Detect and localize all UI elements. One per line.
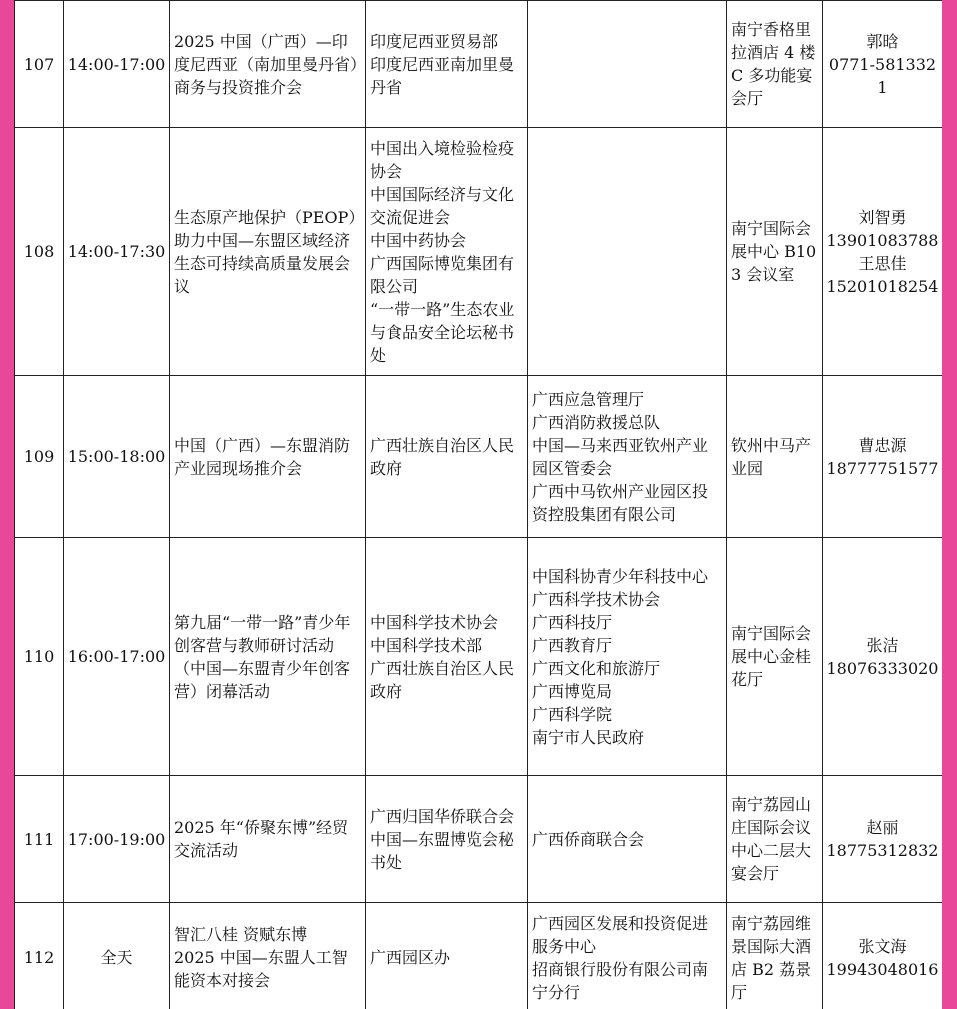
organizers-line: 中国中药协会 (370, 230, 467, 250)
event-title-line: 2025 中国—东盟人工智能资本对接会 (174, 948, 348, 990)
co-organizers-line: 中国—马来西亚钦州产业园区管委会 (532, 435, 709, 478)
organizers-line: 广西园区办 (370, 948, 451, 967)
contact-line: 18777751577 (826, 458, 939, 478)
contact-cell (823, 128, 943, 376)
co-organizers-line: 广西教育厅 (532, 635, 613, 655)
venue-cell (727, 128, 823, 376)
organizers-line: “一带一路”生态农业与食品安全论坛秘书处 (370, 299, 515, 365)
event-title-cell (170, 776, 366, 903)
co-organizers-line: 广西科学院 (532, 704, 613, 724)
contact-line: 刘智勇 (858, 207, 907, 227)
organizers-line: 中国国际经济与文化交流促进会 (370, 184, 515, 227)
contact-cell (823, 903, 943, 1009)
event-time-cell: 14:00-17:30 (64, 128, 170, 376)
co-organizers-cell (528, 376, 727, 538)
co-organizers-cell (528, 538, 727, 776)
table-row (15, 776, 943, 903)
co-organizers-line: 广西应急管理厅 (532, 389, 645, 409)
co-organizers-line: 广西侨商联合会 (532, 829, 645, 849)
venue-line: 南宁国际会展中心 B103 会议室 (731, 219, 817, 284)
event-number-cell: 107 (15, 1, 64, 128)
event-schedule-table (14, 0, 942, 1009)
event-time-cell: 14:00-17:00 (64, 1, 170, 128)
event-title-cell (170, 1, 366, 128)
event-title-cell (170, 376, 366, 538)
contact-line: 张文海 (858, 936, 907, 956)
table-body (15, 1, 943, 1009)
document-page (14, 0, 942, 1009)
venue-cell (727, 538, 823, 776)
table-row (15, 128, 943, 376)
venue-line: 南宁荔园维景国际大酒店 B2 荔景厅 (731, 913, 812, 1002)
contact-line: 王思佳 (858, 253, 907, 273)
event-title-line: 智汇八桂 资赋东博 (174, 925, 308, 944)
venue-line: 南宁国际会展中心金桂花厅 (731, 624, 812, 689)
organizers-cell (366, 128, 528, 376)
organizers-line: 广西壮族自治区人民政府 (370, 658, 515, 701)
venue-cell (727, 776, 823, 903)
event-number-cell: 111 (15, 776, 64, 903)
contact-line: 赵丽 (866, 818, 899, 837)
event-number-cell: 112 (15, 903, 64, 1009)
venue-line: 南宁荔园山庄国际会议中心二层大宴会厅 (731, 795, 812, 883)
organizers-line: 印度尼西亚南加里曼丹省 (370, 54, 515, 97)
contact-line: 张洁 (866, 635, 899, 655)
organizers-line: 印度尼西亚贸易部 (370, 31, 499, 51)
contact-line: 19943048016 (826, 959, 939, 979)
contact-line: 18775312832 (826, 841, 939, 860)
organizers-line: 广西国际博览集团有限公司 (370, 253, 515, 296)
co-organizers-line: 广西文化和旅游厅 (532, 658, 661, 678)
contact-line: 郭晗 (866, 31, 899, 51)
event-time-cell: 16:00-17:00 (64, 538, 170, 776)
event-time-cell: 全天 (64, 903, 170, 1009)
organizers-cell (366, 776, 528, 903)
event-number-cell: 109 (15, 376, 64, 538)
table-row (15, 376, 943, 538)
contact-line: 13901083788 (826, 230, 939, 250)
event-title-line: 2025 年“侨聚东博”经贸交流活动 (174, 818, 349, 860)
contact-line: 18076333020 (826, 658, 939, 678)
co-organizers-line: 广西博览局 (532, 681, 613, 701)
venue-line: 钦州中马产业园 (731, 435, 812, 478)
co-organizers-line: 广西中马钦州产业园区投资控股集团有限公司 (532, 481, 709, 524)
co-organizers-cell (528, 903, 727, 1009)
event-number-cell: 110 (15, 538, 64, 776)
event-title-line: 中国（广西）—东盟消防产业园现场推介会 (174, 435, 351, 478)
organizers-cell (366, 376, 528, 538)
event-title-line: 生态原产地保护（PEOP）助力中国—东盟区域经济生态可持续高质量发展会议 (174, 207, 357, 296)
venue-cell (727, 376, 823, 538)
event-title-cell (170, 903, 366, 1009)
table-row (15, 903, 943, 1009)
co-organizers-line: 招商银行股份有限公司南宁分行 (532, 959, 709, 1002)
event-title-cell (170, 538, 366, 776)
contact-line: 15201018254 (826, 276, 939, 296)
contact-line: 0771-5813321 (828, 54, 937, 97)
co-organizers-line: 广西科学技术协会 (532, 589, 661, 609)
co-organizers-cell (528, 776, 727, 903)
organizers-line: 中国—东盟博览会秘书处 (370, 829, 515, 872)
organizers-line: 广西壮族自治区人民政府 (370, 435, 515, 478)
table-row (15, 538, 943, 776)
event-title-line: 第九届“一带一路”青少年创客营与教师研讨活动（中国—东盟青少年创客营）闭幕活动 (174, 612, 351, 701)
contact-cell (823, 776, 943, 903)
venue-cell (727, 903, 823, 1009)
venue-cell (727, 1, 823, 128)
co-organizers-line: 广西园区发展和投资促进服务中心 (532, 913, 709, 956)
co-organizers-cell (528, 1, 727, 128)
contact-cell (823, 376, 943, 538)
organizers-line: 中国出入境检验检疫协会 (370, 138, 515, 181)
table-row (15, 1, 943, 128)
organizers-cell (366, 903, 528, 1009)
event-time-cell: 15:00-18:00 (64, 376, 170, 538)
event-title-line: 2025 中国（广西）—印度尼西亚（南加里曼丹省）商务与投资推介会 (174, 31, 359, 97)
event-time-cell: 17:00-19:00 (64, 776, 170, 903)
organizers-cell (366, 1, 528, 128)
co-organizers-line: 广西科技厅 (532, 612, 613, 632)
organizers-line: 中国科学技术协会 (370, 612, 499, 632)
contact-cell (823, 1, 943, 128)
venue-line: 南宁香格里拉酒店 4 楼 C 多功能宴会厅 (731, 20, 816, 108)
organizers-cell (366, 538, 528, 776)
co-organizers-line: 中国科协青少年科技中心 (532, 566, 709, 586)
organizers-line: 广西归国华侨联合会 (370, 806, 515, 826)
co-organizers-cell (528, 128, 727, 376)
contact-cell (823, 538, 943, 776)
co-organizers-line: 南宁市人民政府 (532, 727, 645, 747)
co-organizers-line: 广西消防救援总队 (532, 412, 661, 432)
event-title-cell (170, 128, 366, 376)
contact-line: 曹忠源 (858, 435, 907, 455)
event-number-cell: 108 (15, 128, 64, 376)
organizers-line: 中国科学技术部 (370, 635, 483, 655)
